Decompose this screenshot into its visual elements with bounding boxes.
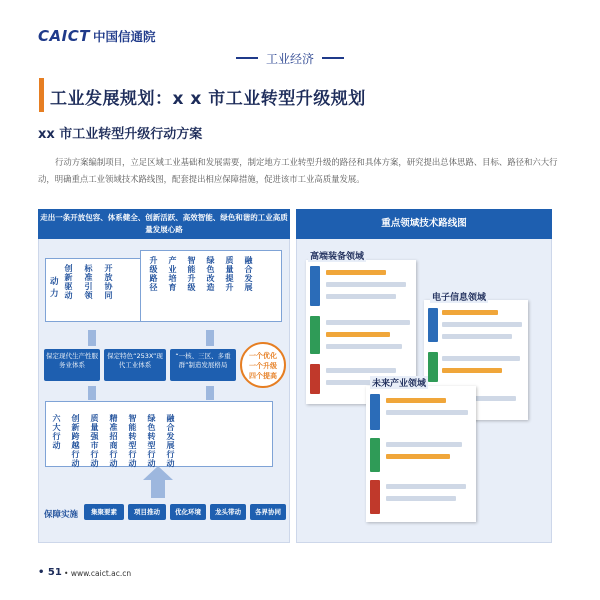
actions-label: 六大行动 [52,414,61,450]
roadmap-panel-header: 重点领域技术路线图 [296,209,552,239]
actions-items [52,414,176,468]
arrow-icon [206,330,214,346]
path-item: 智能升级 [187,256,196,292]
title-accent-bar [39,78,44,112]
card-graphic [386,454,450,459]
action-item: 智能转型行动 [128,414,137,468]
motive-item: 创新驱动 [64,264,73,300]
motive-item: 开放协同 [104,264,113,300]
path-item: 产业培育 [168,256,177,292]
page-number-value: 51 [47,567,62,578]
card-graphic [326,344,402,349]
action-item: 融合发展行动 [166,414,175,468]
card-graphic [326,320,410,325]
roadmap-card-title: 电子信息领域 [430,290,488,303]
footer-url-value: www.caict.ac.cn [70,569,132,578]
card-graphic [370,438,380,472]
card-graphic [310,266,320,306]
roadmap-card-title: 未来产业领域 [370,376,428,389]
path-item: 融合发展 [244,256,253,292]
card-graphic [370,394,380,430]
motive-label: 动力 [50,277,59,299]
middle-box: “一核、三区、多重群”制造发展格局 [170,349,236,381]
action-item: 质量强市行动 [90,414,99,468]
arrow-up-icon [143,466,173,480]
brand-name-en: CAICT [38,27,90,45]
section-subtitle: xx 市工业转型升级行动方案 [38,127,203,142]
path-items [148,256,254,292]
goal-oval: 一个优化一个升级四个提高 [240,342,286,388]
card-graphic [442,368,502,373]
card-graphic [386,398,446,403]
card-graphic [442,334,512,339]
card-graphic [326,368,396,373]
path-item: 质量提升 [225,256,234,292]
brand-logo [38,27,155,45]
card-graphic [442,322,522,327]
card-graphic [386,442,462,447]
card-graphic [428,352,438,382]
section-tag [236,50,406,66]
card-graphic [442,310,498,315]
card-graphic [442,356,520,361]
page-title: 工业发展规划：x x 市工业转型升级规划 [50,89,366,109]
arrow-icon [88,386,96,400]
brand-name-cn: 中国信通院 [92,29,156,44]
divider [322,57,344,59]
guarantee-label: 保障实施 [44,510,79,520]
guarantee-item: 项目推动 [128,504,166,520]
guarantee-item: 集聚要素 [84,504,124,520]
action-item: 精准招商行动 [109,414,118,468]
motive-items [63,264,114,300]
middle-box: 保定现代生产性服务业体系 [44,349,100,381]
section-tag-label: 工业经济 [266,51,315,66]
roadmap-card [366,386,476,522]
action-item: 创新跨越行动 [71,414,80,468]
guarantee-item: 优化环境 [170,504,206,520]
roadmap-card-title: 高端装备领域 [308,249,366,262]
card-graphic [428,308,438,342]
arrow-icon [88,330,96,346]
card-graphic [326,270,386,275]
page-number: • 51 [38,567,62,578]
intro-paragraph: 行动方案编制项目，立足区域工业基础和发展需要，制定地方工业转型升级的路径和具体方案，研究提出总体思路、目标、路径和六大行动，明确重点工业领域技术路线图，配套提出相应保障措施，促进该市工业高质量发展。 [38,157,558,184]
action-item: 绿色转型行动 [147,414,156,468]
guarantee-item: 各界协同 [250,504,286,520]
middle-box: 保定特色“253X”现代工业体系 [104,349,166,381]
card-graphic [326,332,390,337]
strategy-diagram-header: 走出一条开放包容、体系健全、创新活跃、高效智能、绿色和谐的工业高质量发展心路 [38,209,290,239]
card-graphic [326,294,396,299]
guarantee-item: 龙头带动 [210,504,246,520]
card-graphic [386,496,456,501]
card-graphic [386,484,466,489]
motive-item: 标准引领 [84,264,93,300]
card-graphic [310,364,320,394]
card-graphic [370,480,380,514]
path-label: 升级路径 [149,256,158,292]
card-graphic [310,316,320,354]
path-item: 绿色改造 [206,256,215,292]
card-graphic [326,282,406,287]
divider [236,57,258,59]
footer-url: • www.caict.ac.cn [64,569,132,578]
card-graphic [386,410,468,415]
arrow-icon [206,386,214,400]
